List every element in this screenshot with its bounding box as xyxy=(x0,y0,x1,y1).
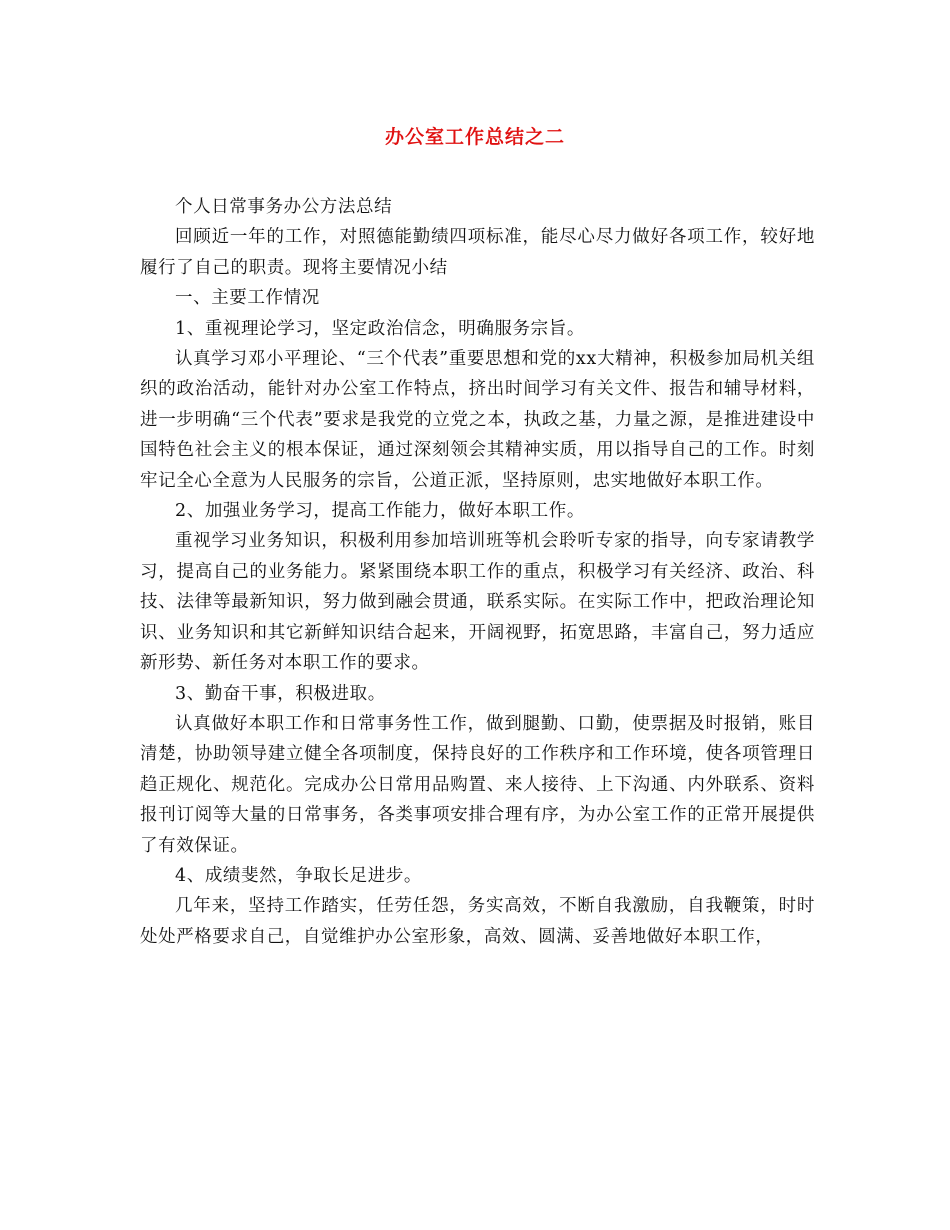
document-title: 办公室工作总结之二 xyxy=(384,126,565,148)
section-heading-main-work: 一、主要工作情况 xyxy=(175,288,320,309)
item-body-4: 几年来，坚持工作踏实，任劳任怨，务实高效，不断自我激励，自我鞭策，时时处处严格要求自己，自觉维护办公室形象，高效、圆满、妥善地做好本职工作， xyxy=(140,896,815,947)
paragraph-subtitle: 个人日常事务办公方法总结 xyxy=(175,197,393,217)
item-body-2: 重视学习业务知识，积极利用参加培训班等机会聆听专家的指导，向专家请教学习，提高自己的业务能力。紧紧围绕本职工作的重点，积极学习有关经济、政治、科技、法律等最新知识，努力做到融会贯通，联系实际。在实际工作中，把政治理论知识、业务知识和其它新鲜知识结合起来，开阔视野，拓宽思路，丰富自己，努力适应新形势、新任务对本职工作的要求。 xyxy=(140,531,815,674)
item-heading-4: 4、成绩斐然，争取长足进步。 xyxy=(175,865,423,886)
item-heading-2: 2、加强业务学习，提高工作能力，做好本职工作。 xyxy=(175,501,585,522)
item-heading-3: 3、勤奋干事，积极进取。 xyxy=(175,683,386,704)
item-heading-1: 1、重视理论学习，坚定政治信念，明确服务宗旨。 xyxy=(175,318,585,339)
document-body xyxy=(140,192,815,952)
item-body-1: 认真学习邓小平理论、“三个代表”重要思想和党的xx大精神，积极参加局机关组织的政治活动，能针对办公室工作特点，挤出时间学习有关文件、报告和辅导材料，进一步明确“三个代表”要求是我党的立党之本，执政之基，力量之源，是推进建设中国特色社会主义的根本保证，通过深刻领会其精神实质，用以指导自己的工作。时刻牢记全心全意为人民服务的宗旨，公道正派，坚持原则，忠实地做好本职工作。 xyxy=(140,349,815,491)
paragraph-intro: 回顾近一年的工作，对照德能勤绩四项标准，能尽心尽力做好各项工作，较好地履行了自己的职责。现将主要情况小结 xyxy=(140,227,815,278)
item-body-3: 认真做好本职工作和日常事务性工作，做到腿勤、口勤，使票据及时报销，账目清楚，协助领导建立健全各项制度，保持良好的工作秩序和工作环境，使各项管理日趋正规化、规范化。完成办公日常用品购置、来人接待、上下沟通、内外联系、资料报刊订阅等大量的日常事务，各类事项安排合理有序，为办公室工作的正常开展提供了有效保证。 xyxy=(140,713,815,856)
